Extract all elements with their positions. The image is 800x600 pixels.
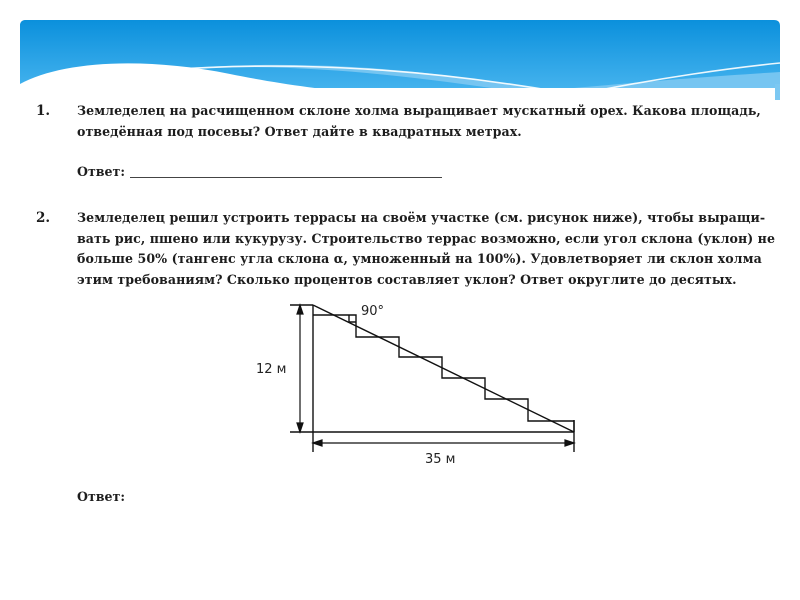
question-1-line: отведённая под посевы? Ответ дайте в квадратных метрах. <box>77 123 522 139</box>
question-2-line: Земледелец решил устроить террасы на своём участке (см. рисунок ниже), чтобы выращи- <box>77 210 766 225</box>
question-2-answer-label: Ответ: <box>77 489 125 504</box>
terrace-steps <box>313 315 574 432</box>
question-1-answer-label: Ответ: <box>77 164 125 179</box>
arrow-right-icon <box>565 440 574 446</box>
right-angle-marker <box>349 315 356 322</box>
question-2-line: этим требованиям? Сколько процентов составляет уклон? Ответ округлите до десятых. <box>77 271 737 287</box>
angle-label: 90° <box>361 304 385 319</box>
height-label: 12 м <box>256 362 287 377</box>
question-2-text <box>77 208 776 290</box>
question-2-line: больше 50% (тангенс угла склона α, умноженный на 100%). Удовлетворяет ли склон холма <box>77 251 762 266</box>
slope-line <box>313 305 574 432</box>
arrow-left-icon <box>313 440 322 446</box>
arrow-down-icon <box>297 423 303 432</box>
width-label: 35 м <box>425 452 456 467</box>
question-1-answer-line[interactable] <box>130 177 442 178</box>
question-2-number: 2. <box>36 210 51 226</box>
question-1-text <box>77 101 767 142</box>
arrow-up-icon <box>297 305 303 314</box>
question-1-number: 1. <box>36 103 51 119</box>
terrace-slope-diagram <box>240 295 590 475</box>
question-1-line: Земледелец на расчищенном склоне холма выращивает мускатный орех. Какова площадь, <box>77 103 761 118</box>
question-2-line: вать рис, пшено или кукурузу. Строительство террас возможно, если угол склона (уклон) не <box>77 230 776 246</box>
